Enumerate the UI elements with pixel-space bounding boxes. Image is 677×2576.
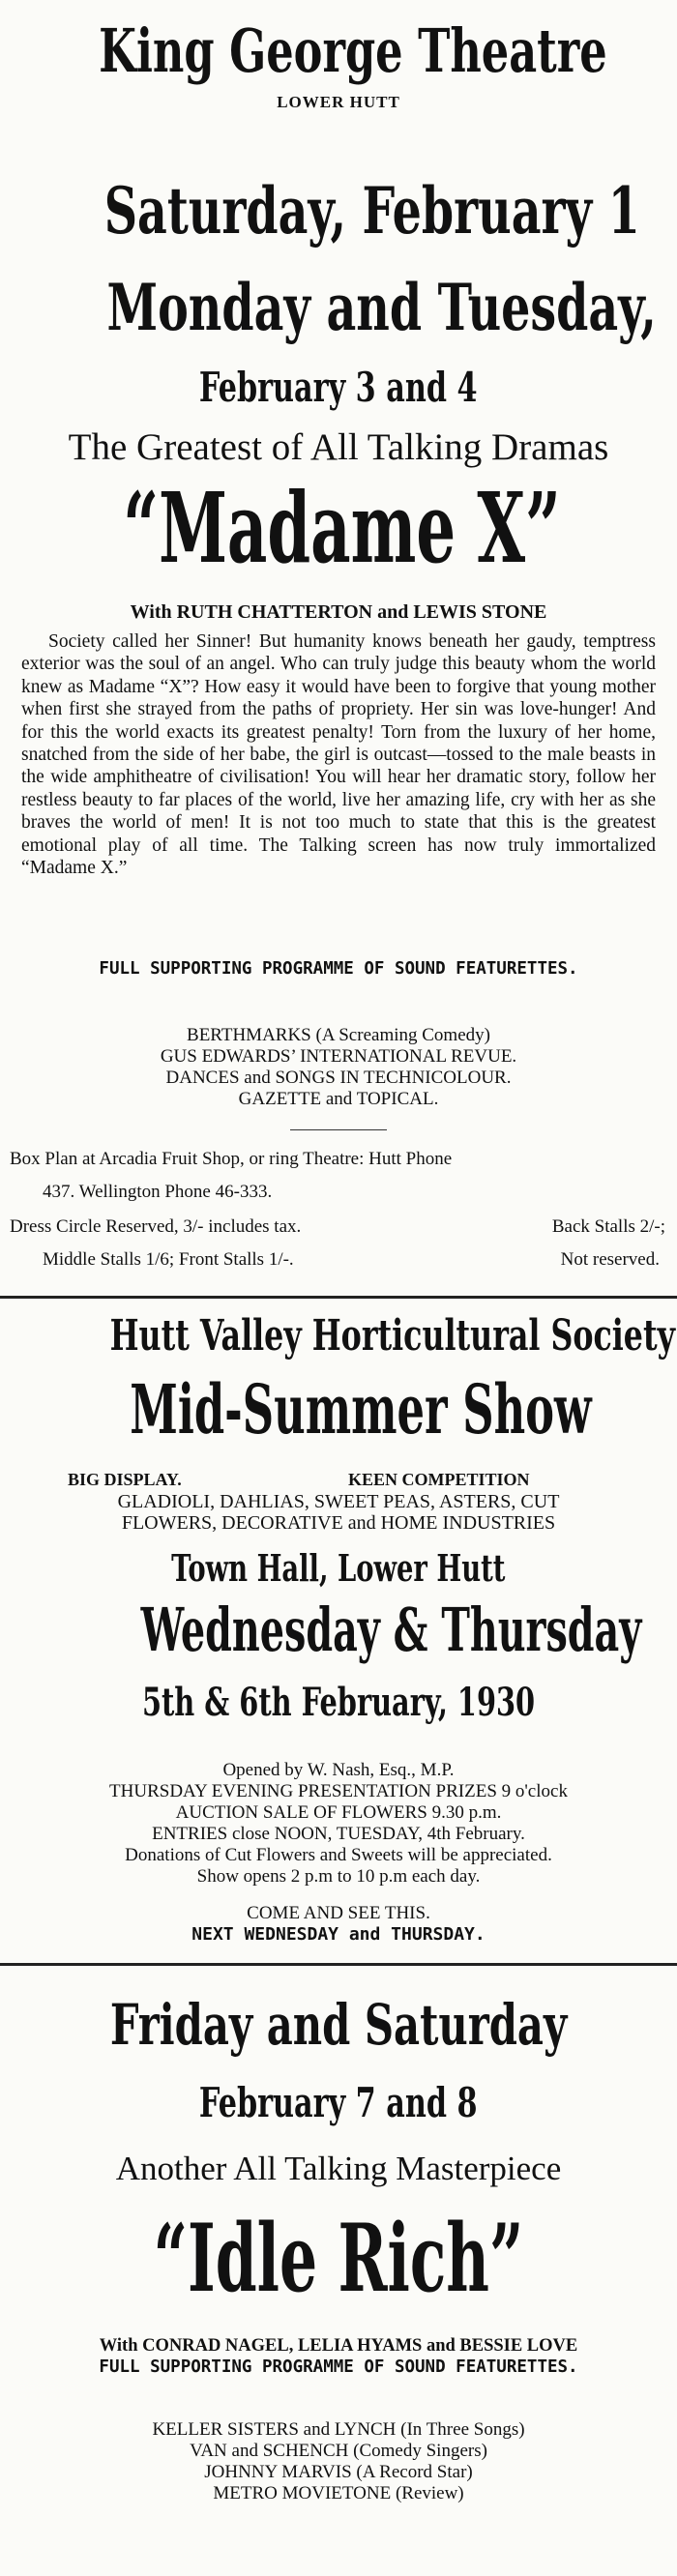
flowers-line-2: FLOWERS, DECORATIVE and HOME INDUSTRIES [121,1512,556,1534]
supporting-item: GUS EDWARDS’ INTERNATIONAL REVUE. [160,1046,517,1067]
supporting-list-madame-x [0,1025,677,1110]
dates-line-3-text: February 3 and 4 [199,364,478,411]
section-divider-2 [0,1963,677,1966]
flowers-list [0,1491,677,1534]
show-title [0,1371,677,1449]
film-title-idle-rich-text: “Idle Rich” [153,2204,524,2313]
supporting-item: DANCES and SONGS IN TECHNICOLOUR. [165,1068,512,1088]
dates-line-2 [0,271,677,344]
show-title-text: Mid-Summer Show [130,1369,592,1449]
price-middle-front: Middle Stalls 1/6; Front Stalls 1/-. [43,1249,294,1270]
dates-line-1-text: Saturday, February 1 [103,173,640,249]
box-plan-line-2: 437. Wellington Phone 46-333. [43,1182,273,1202]
supporting-heading-idle-rich: FULL SUPPORTING PROGRAMME OF SOUND FEATURETTES. [99,2357,578,2377]
show-venue [0,1547,677,1590]
price-back-stalls: Back Stalls 2/-; [551,1216,665,1237]
show-venue-text: Town Hall, Lower Hutt [171,1546,506,1590]
flowers-line-1: GLADIOLI, DAHLIAS, SWEET PEAS, ASTERS, CUT [117,1491,560,1512]
second-feature-dates-text: February 7 and 8 [199,2079,478,2126]
supporting-item: METRO MOVIETONE (Review) [213,2483,464,2503]
show-date-text: 5th & 6th February, 1930 [141,1680,536,1725]
dates-line-1 [0,174,677,248]
supporting-item: BERTHMARKS (A Screaming Comedy) [187,1025,490,1045]
supporting-item: VAN and SCHENCH (Comedy Singers) [190,2441,487,2461]
show-detail-line: Show opens 2 p.m to 10 p.m each day. [196,1866,481,1887]
second-feature-days-text: Friday and Saturday [109,1992,568,2058]
society-name-text: Hutt Valley Horticultural Society [109,1311,676,1361]
supporting-heading-madame-x: FULL SUPPORTING PROGRAMME OF SOUND FEATURETTES. [99,959,578,979]
dates-line-2-text: Monday and Tuesday, [106,270,657,345]
cast-line-idle-rich: With CONRAD NAGEL, LELIA HYAMS and BESSIE LOVE [99,2336,578,2356]
box-plan-line-1: Box Plan at Arcadia Fruit Shop, or ring Theatre: Hutt Phone [10,1149,453,1169]
film-title-madame-x [0,471,677,585]
theatre-location: LOWER HUTT [277,93,400,111]
keen-competition: KEEN COMPETITION [348,1470,530,1489]
supporting-list-idle-rich [0,2419,677,2504]
show-days-text: Wednesday & Thursday [140,1595,642,1665]
film-title-idle-rich [0,2204,677,2313]
show-detail-line: ENTRIES close NOON, TUESDAY, 4th February. [152,1824,525,1844]
show-date [0,1681,677,1725]
short-divider [290,1129,387,1130]
film-title-madame-x-text: “Madame X” [123,471,561,585]
show-detail-line: Donations of Cut Flowers and Sweets will be appreciated. [125,1845,552,1865]
cast-line-madame-x: With RUTH CHATTERTON and LEWIS STONE [130,601,547,623]
society-name [0,1311,677,1361]
show-detail-line: Opened by W. Nash, Esq., M.P. [222,1760,455,1780]
theatre-name [0,17,677,85]
big-display: BIG DISPLAY. [68,1470,182,1489]
come-see-this: COME AND SEE THIS. [247,1903,430,1923]
show-details [0,1760,677,1888]
dates-line-3 [0,364,677,412]
supporting-item: JOHNNY MARVIS (A Record Star) [204,2462,473,2482]
show-detail-line: THURSDAY EVENING PRESENTATION PRIZES 9 o'clock [109,1781,568,1801]
synopsis-paragraph: Society called her Sinner! But humanity knows beneath her gaudy, temptress exterior was the soul of an angel. Who can truly judge this beauty whom the world knew as Madame “X”? How easy it would have been to forgive that young mother when first she strayed from the paths of propriety. Her sin was love-hunger! And for this the world exacts its greatest penalty! Torn from the luxury of her home, snatched from the side of her babe, the girl is outcast—tossed to the male beasts in the wide amphitheatre of civilisation! You will hear her dramatic story, follow her restless beauty to far places of the world, live her amazing life, cry with her as she braves the world of men! It is not too much to state that this is the greatest emotional play of all time. The Talking screen has now truly immortalized “Madame X.” [21,631,656,879]
supporting-item: GAZETTE and TOPICAL. [238,1089,439,1109]
price-dress-circle: Dress Circle Reserved, 3/- includes tax. [10,1216,302,1237]
next-week-line: NEXT WEDNESDAY and THURSDAY. [191,1924,486,1945]
section-divider-1 [0,1296,677,1299]
second-feature-tagline: Another All Talking Masterpiece [115,2150,562,2187]
not-reserved-note: Not reserved. [560,1249,660,1270]
theatre-name-text: King George Theatre [99,15,607,86]
second-feature-dates [0,2079,677,2127]
theatre-tagline: The Greatest of All Talking Dramas [68,426,609,468]
supporting-item: KELLER SISTERS and LYNCH (In Three Songs) [152,2419,525,2440]
show-detail-line: AUCTION SALE OF FLOWERS 9.30 p.m. [175,1802,502,1823]
show-days [0,1595,677,1665]
second-feature-days [0,1992,677,2058]
